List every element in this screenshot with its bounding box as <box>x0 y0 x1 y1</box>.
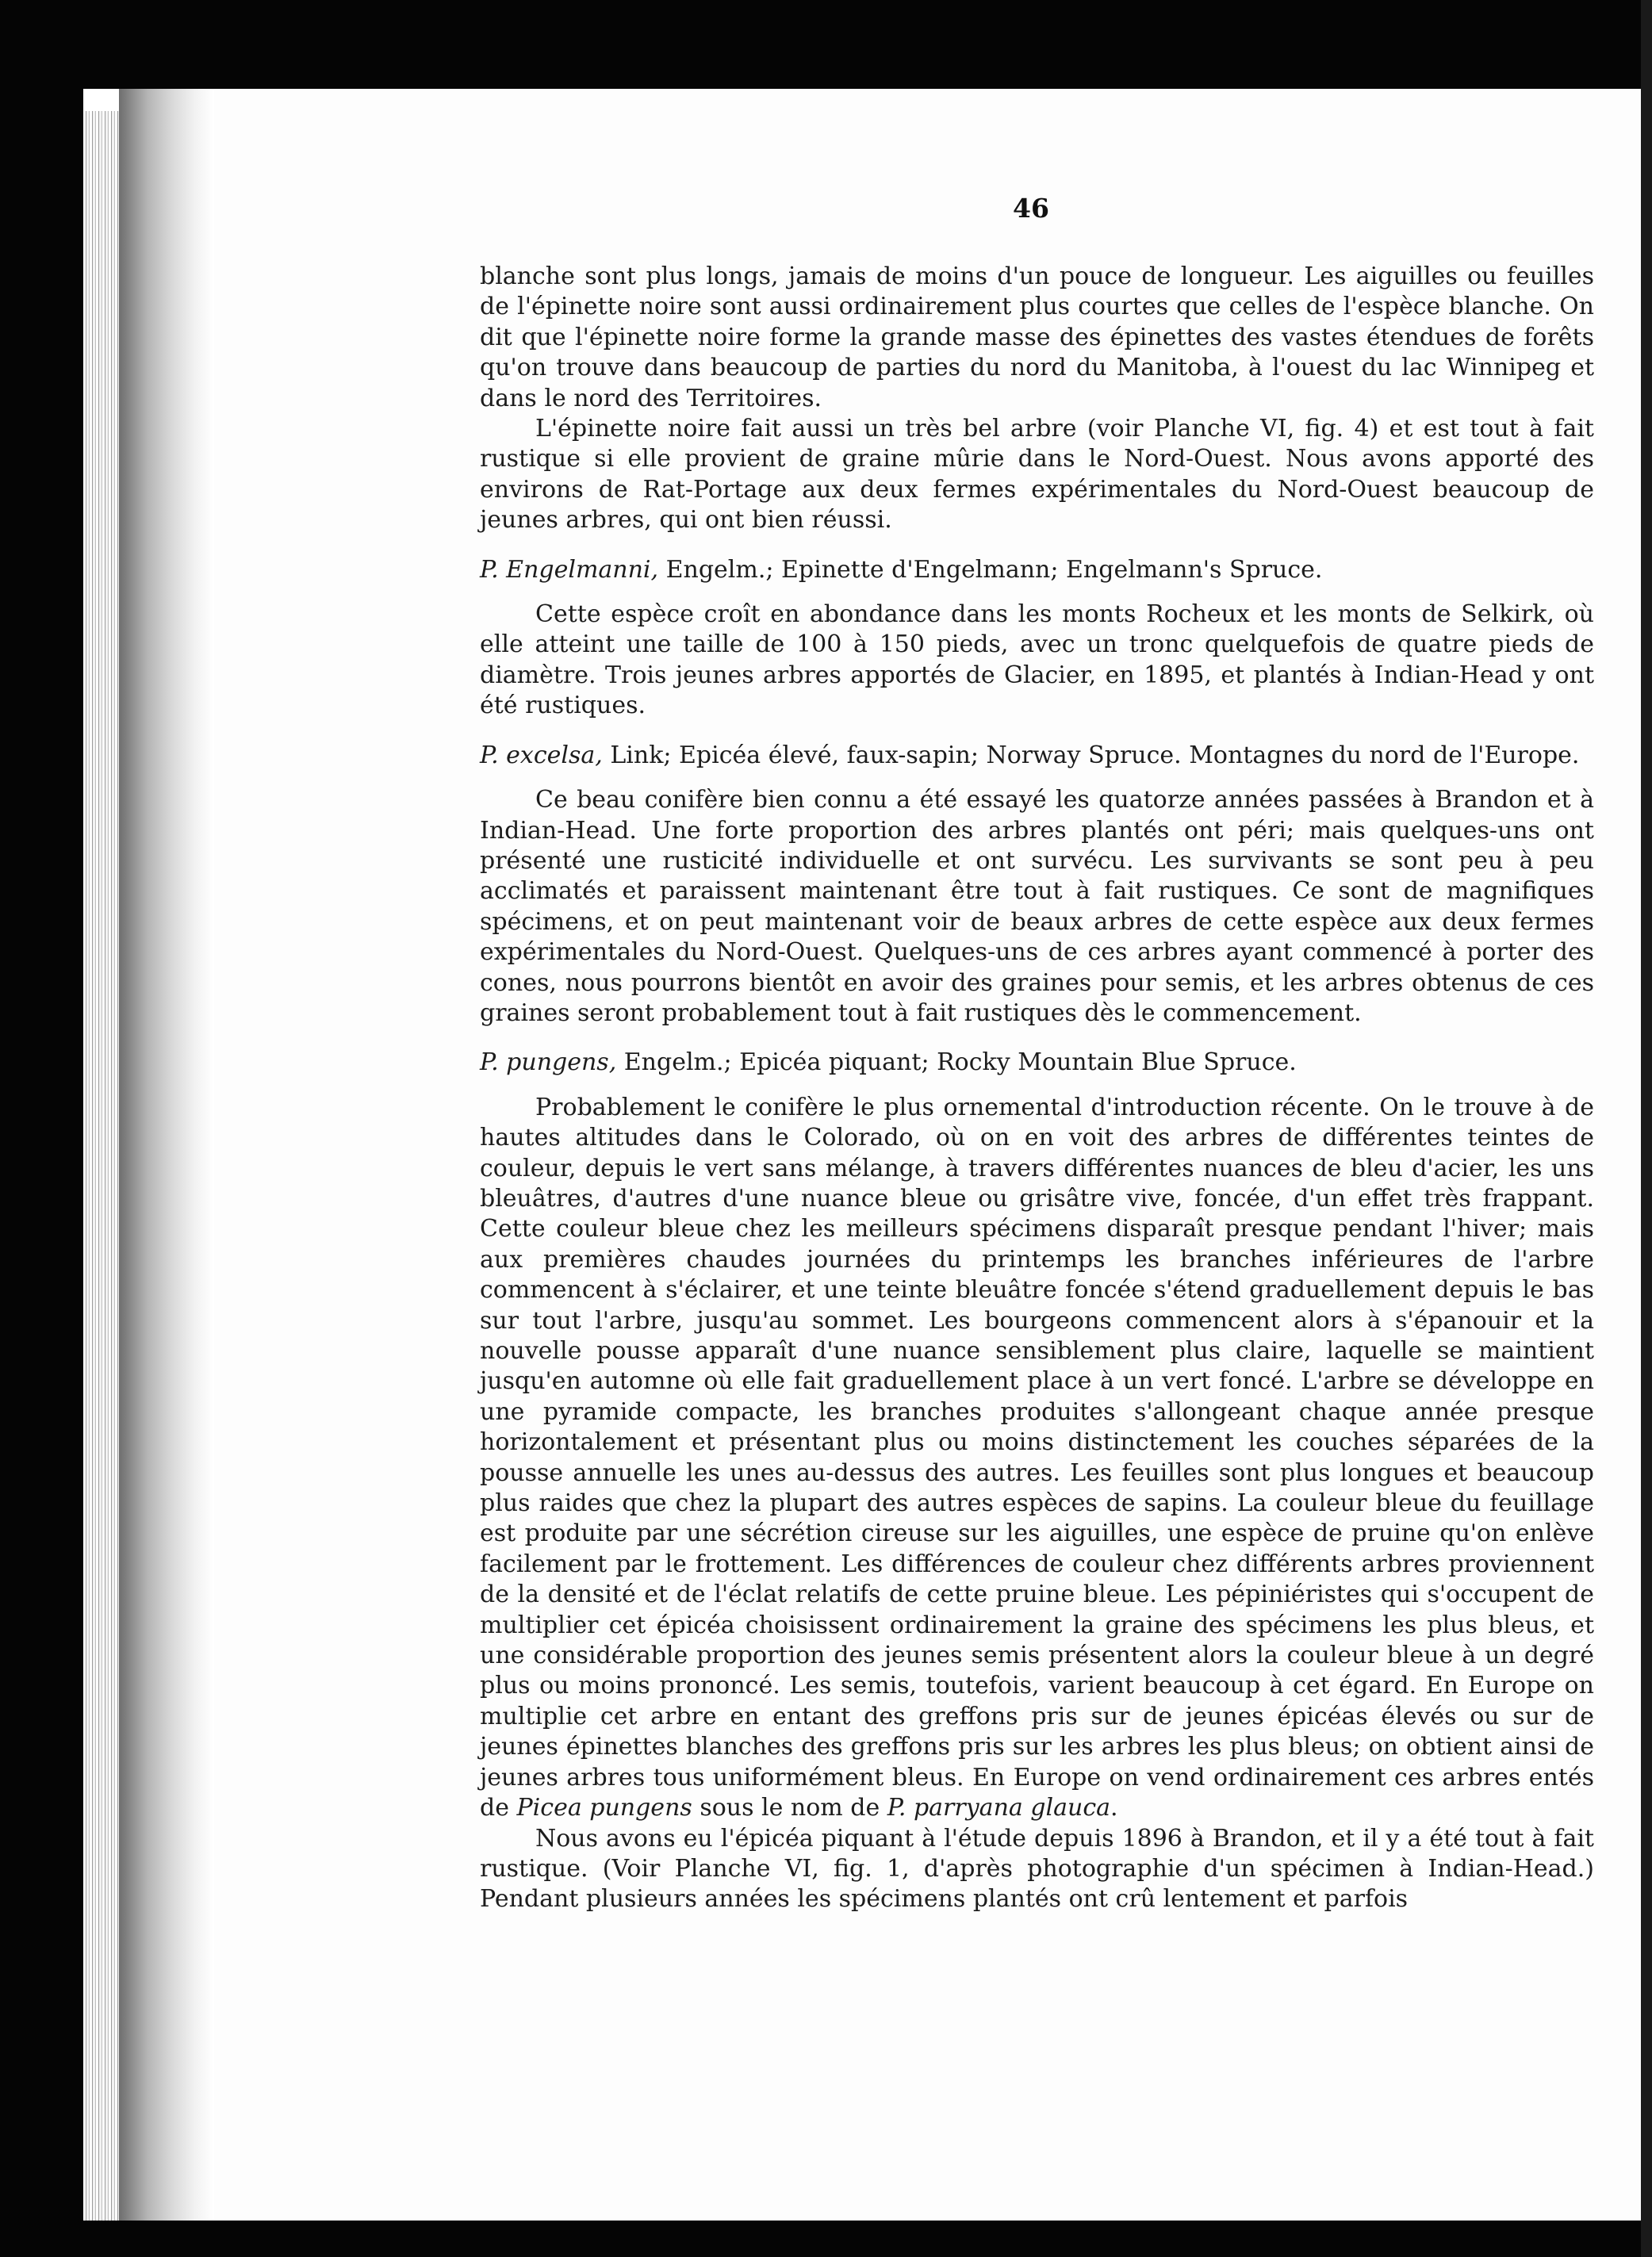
species-heading-excelsa <box>480 741 1594 771</box>
page-body <box>480 262 1594 1915</box>
species-common-names: Engelm.; Epinette d'Engelmann; Engelmann's Spruce. <box>658 555 1323 584</box>
paragraph: Nous avons eu l'épicéa piquant à l'étude depuis 1896 à Brandon, et il y a été tout à fait rustique. (Voir Planche VI, fig. 1, d'après photographie d'un spécimen à Indian-Head.) Pendant plusieurs années les spécimens plantés ont crû lentement et parfois <box>480 1824 1594 1914</box>
page-number: 46 <box>1013 193 1049 224</box>
scan-edge-top <box>0 0 1652 89</box>
paragraph: blanche sont plus longs, jamais de moins d'un pouce de longueur. Les aiguilles ou feuilles de l'épinette noire sont aussi ordinairement plus courtes que celles de l'espèce blanche. On dit que l'épinette noire forme la grande masse des épinettes des vastes étendues de forêts qu'on trouve dans beaucoup de parties du nord du Manitoba, à l'ouest du lac Winnipeg et dans le nord des Territoires. <box>480 262 1594 412</box>
paragraph: Cette espèce croît en abondance dans les monts Rocheux et les monts de Selkirk, où elle atteint une taille de 100 à 150 pieds, avec un tronc quelquefois de quatre pieds de diamètre. Trois jeunes arbres apportés de Glacier, en 1895, et plantés à Indian-Head y ont été rustiques. <box>480 600 1594 720</box>
species-common-names: Link; Epicéa élevé, faux-sapin; Norway Spruce. Montagnes du nord de l'Europe. <box>602 741 1580 769</box>
species-name: P. pungens, <box>480 1048 617 1077</box>
species-common-names: Engelm.; Epicéa piquant; Rocky Mountain Blue Spruce. <box>616 1048 1297 1077</box>
italic-name: P. parryana glauca <box>887 1794 1111 1822</box>
scan-edge-left <box>0 0 83 2257</box>
species-heading-engelmanni <box>480 555 1594 585</box>
italic-name: Picea pungens <box>516 1794 692 1822</box>
page-stack-edge <box>83 111 119 2221</box>
paragraph <box>480 1093 1594 1824</box>
book-binding-shadow <box>119 89 214 2222</box>
species-name: P. Engelmanni, <box>480 555 659 584</box>
paragraph: Ce beau conifère bien connu a été essayé les quatorze années passées à Brandon et à Indian-Head. Une forte proportion des arbres plantés ont péri; mais quelques-uns ont présenté une rusticité individuelle et ont survécu. Les survivants se sont peu à peu acclimatés et paraissent maintenant être tout à fait rustiques. Ce sont de magnifiques spécimens, et on peut maintenant voir de beaux arbres de cette espèce aux deux fermes expérimentales du Nord-Ouest. Quelques-uns de ces arbres ayant commencé à porter des cones, nous pourrons bientôt en avoir des graines pour semis, et les arbres obtenus de ces graines seront probablement tout à fait rustiques dès le commencement. <box>480 786 1594 1027</box>
paragraph: L'épinette noire fait aussi un très bel arbre (voir Planche VI, fig. 4) et est tout à fait rustique si elle provient de graine mûrie dans le Nord-Ouest. Nous avons apporté des environs de Rat-Portage aux deux fermes expérimentales du Nord-Ouest beaucoup de jeunes arbres, qui ont bien réussi. <box>480 415 1594 535</box>
species-heading-pungens <box>480 1048 1594 1078</box>
species-name: P. excelsa, <box>480 741 603 769</box>
scan-edge-bottom <box>0 2221 1652 2257</box>
paragraph-text: Probablement le conifère le plus ornemental d'introduction récente. On le trouve à de hautes altitudes dans le Colorado, où on en voit des arbres de différentes teintes de couleur, depuis le vert sans mélange, à travers différentes nuances de bleu d'acier, les uns bleuâtres, d'autres d'une nuance bleue ou grisâtre vive, foncée, d'un effet très frappant. Cette couleur bleue chez les meilleurs spécimens disparaît presque pendant l'hiver; mais aux premières chaudes journées du printemps les branches inférieures de l'arbre commencent à s'éclairer, et une teinte bleuâtre foncée s'étend graduellement depuis le bas sur tout l'arbre, jusqu'au sommet. Les bourgeons commencent alors à s'épanouir et la nouvelle pousse apparaît d'une nuance sensiblement plus claire, laquelle se maintient jusqu'en automne où elle fait graduellement place à un vert foncé. L'arbre se développe en une pyramide compacte, les branches produites s'allongeant chaque année presque horizontalement et présentant plus ou moins distinctement les couches séparées de la pousse annuelle les unes au-dessus des autres. Les feuilles sont plus longues et beaucoup plus raides que chez la plupart des autres espèces de sapins. La couleur bleue du feuillage est produite par une sécrétion cireuse sur les aiguilles, une espèce de pruine qu'on enlève facilement par le frottement. Les différences de couleur chez différents arbres proviennent de la densité et de l'éclat relatifs de cette pruine bleue. Les pépiniéristes qui s'occupent de multiplier cet épicéa choisissent ordinairement la graine des spécimens les plus bleus, et une considérable proportion des jeunes semis présentent alors la couleur bleue à un degré plus ou moins prononcé. Les semis, toutefois, varient beaucoup à cet égard. En Europe on multiplie cet arbre en entant des greffons pris sur de jeunes épicéas élevés ou sur de jeunes épinettes blanches des greffons pris sur les arbres les plus bleus; on obtient ainsi de jeunes arbres tous uniformément bleus. En Europe on vend ordinairement ces arbres entés de <box>480 1093 1594 1822</box>
paragraph-text: sous le nom de <box>692 1794 887 1822</box>
paragraph-text: . <box>1110 1794 1118 1822</box>
scan-edge-right <box>1641 0 1652 2257</box>
